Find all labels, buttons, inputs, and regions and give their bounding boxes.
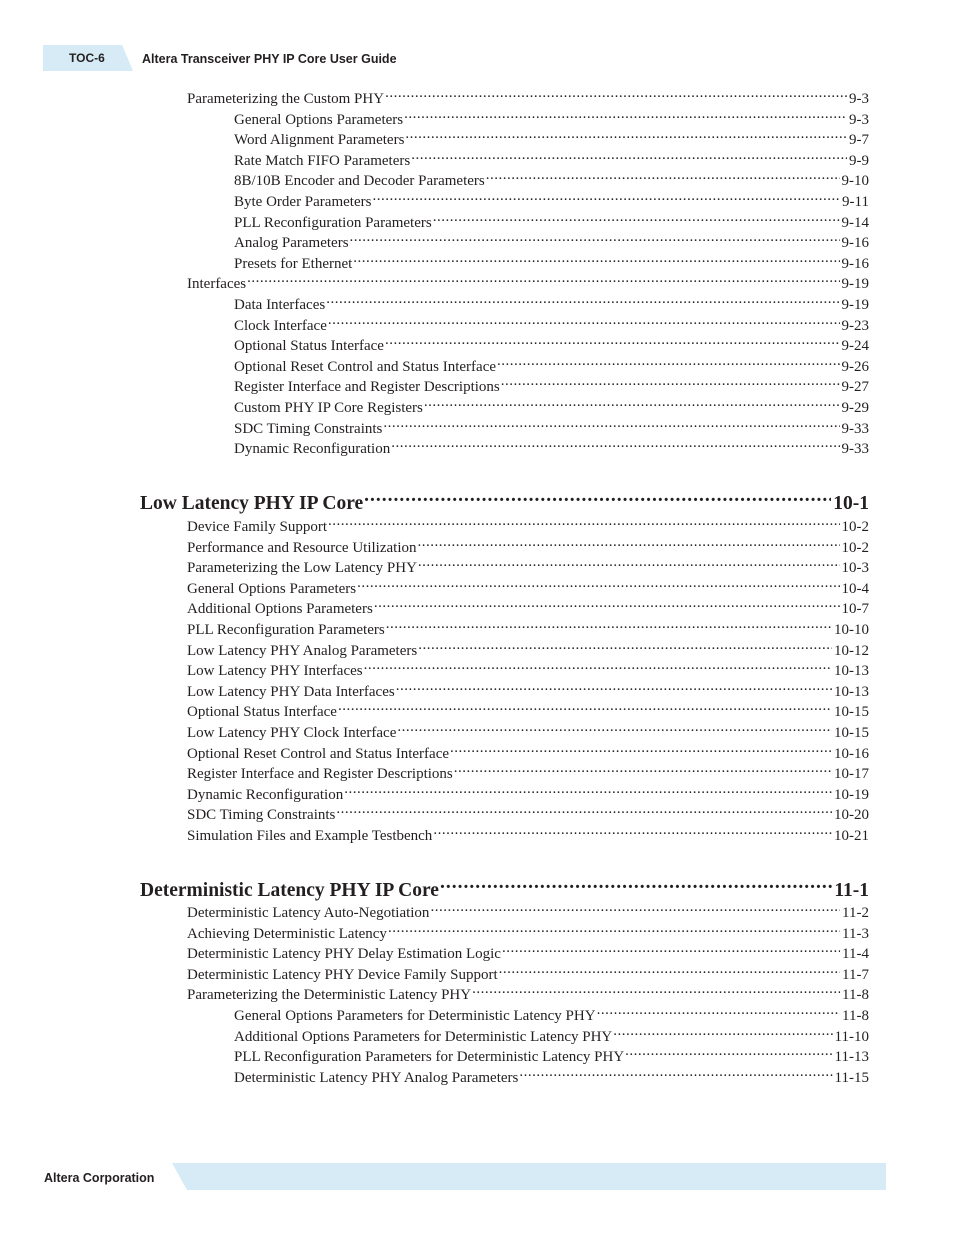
toc-entry-title: Low Latency PHY Clock Interface — [187, 725, 397, 741]
toc-entry-title: Low Latency PHY Interfaces — [187, 663, 363, 680]
toc-leader-dots — [432, 207, 840, 227]
toc-leader-dots — [384, 83, 847, 103]
toc-page-number: 10-10 — [834, 622, 869, 638]
toc-entry-title: Additional Options Parameters for Deterministic Latency PHY — [234, 1028, 613, 1045]
toc-page-number: 11-10 — [834, 1028, 869, 1045]
toc-page-number: 9-7 — [849, 132, 869, 149]
toc-leader-dots — [356, 573, 839, 593]
toc-entry[interactable] — [187, 593, 869, 618]
toc-entry[interactable] — [187, 979, 869, 1004]
toc-entry[interactable] — [187, 820, 869, 844]
toc-leader-dots — [384, 330, 840, 350]
toc-leader-dots — [624, 1041, 832, 1061]
toc-leader-dots — [327, 511, 840, 531]
toc-page-number: 10-17 — [834, 766, 869, 783]
footer-band — [172, 1163, 886, 1190]
toc-page-number: 9-16 — [841, 255, 869, 272]
toc-page-number: 10-16 — [834, 745, 869, 762]
toc-leader-dots — [349, 227, 840, 247]
toc-entry-title: Deterministic Latency PHY IP Core — [140, 880, 439, 901]
toc-leader-dots — [373, 593, 840, 613]
toc-entry-title: Achieving Deterministic Latency — [187, 925, 387, 942]
toc-entry[interactable] — [234, 207, 869, 231]
toc-entry-title: Analog Parameters — [234, 235, 349, 252]
toc-entry[interactable] — [187, 959, 869, 983]
toc-leader-dots — [453, 758, 832, 778]
toc-entry[interactable] — [234, 413, 869, 437]
toc-page-number: 9-27 — [841, 379, 869, 396]
toc-page-number: 10-7 — [841, 601, 869, 618]
toc-leader-dots — [363, 655, 832, 675]
toc-entry[interactable] — [234, 289, 869, 313]
toc-leader-dots — [395, 676, 832, 696]
toc-entry[interactable] — [187, 614, 869, 638]
toc-leader-dots — [343, 779, 832, 799]
page-tab-label: TOC-6 — [69, 51, 105, 65]
toc-page-number: 10-12 — [834, 642, 869, 659]
toc-entry-title: Parameterizing the Deterministic Latency PHY — [187, 987, 472, 1004]
toc-entry[interactable] — [187, 83, 869, 107]
toc-page-number: 9-29 — [841, 400, 869, 416]
toc-entry-title: Low Latency PHY Analog Parameters — [187, 642, 418, 659]
toc-page-number: 11-13 — [834, 1049, 869, 1066]
toc-page-number: 10-13 — [834, 663, 869, 680]
toc-entry-title: Optional Reset Control and Status Interface — [234, 358, 497, 375]
document-title: Altera Transceiver PHY IP Core User Guide — [142, 52, 397, 66]
toc-entry-title: Deterministic Latency Auto-Negotiation — [187, 905, 430, 921]
toc-entry-title: Parameterizing the Low Latency PHY — [187, 560, 417, 577]
toc-page-number: 11-1 — [834, 880, 869, 901]
toc-leader-dots — [417, 532, 840, 552]
toc-leader-dots — [417, 552, 840, 572]
toc-entry[interactable] — [234, 1041, 869, 1066]
toc-entry-title: Parameterizing the Custom PHY — [187, 91, 385, 107]
toc-leader-dots — [423, 392, 840, 412]
toc-entry-title: Performance and Resource Utilization — [187, 539, 417, 556]
toc-page-number: 9-24 — [841, 338, 869, 355]
toc-leader-dots — [417, 635, 832, 655]
toc-leader-dots — [596, 1000, 840, 1020]
toc-page-number: 10-1 — [833, 493, 869, 514]
toc-leader-dots — [498, 959, 840, 979]
toc-page-number: 9-11 — [842, 194, 869, 210]
toc-entry[interactable] — [187, 635, 869, 659]
toc-page-number: 10-21 — [834, 828, 869, 844]
toc-page-number: 10-19 — [834, 786, 869, 803]
toc-entry[interactable] — [234, 145, 869, 169]
toc-page-number: 11-7 — [842, 966, 869, 983]
toc-leader-dots — [246, 268, 839, 288]
toc-leader-dots — [363, 483, 831, 509]
toc-page-number: 11-8 — [842, 1008, 869, 1024]
toc-entry-title: Deterministic Latency PHY Device Family Support — [187, 966, 498, 983]
toc-leader-dots — [337, 696, 832, 716]
toc-leader-dots — [371, 186, 840, 206]
toc-page-number: 11-15 — [834, 1069, 869, 1086]
toc-entry-title: SDC Timing Constraints — [187, 807, 336, 824]
toc-entry[interactable] — [234, 1000, 869, 1024]
toc-leader-dots — [335, 799, 832, 819]
toc-entry[interactable] — [187, 268, 869, 293]
toc-entry[interactable] — [234, 248, 869, 272]
toc-leader-dots — [352, 248, 839, 268]
toc-entry-title: PLL Reconfiguration Parameters for Deterministic Latency PHY — [234, 1049, 625, 1066]
toc-page-number: 9-9 — [849, 152, 869, 169]
toc-entry[interactable] — [234, 124, 869, 149]
toc-page-number: 9-19 — [841, 297, 869, 313]
toc-entry-title: SDC Timing Constraints — [234, 420, 383, 437]
toc-entry-title: Additional Options Parameters — [187, 601, 373, 618]
toc-page-number: 10-15 — [834, 704, 869, 721]
toc-page-number: 11-4 — [842, 946, 869, 963]
toc-entry-title: Register Interface and Register Descriptions — [187, 766, 453, 783]
toc-entry[interactable] — [187, 897, 869, 921]
toc-entry-title: Optional Reset Control and Status Interface — [187, 745, 450, 762]
toc-entry[interactable] — [234, 227, 869, 252]
toc-leader-dots — [500, 371, 840, 391]
toc-entry[interactable] — [187, 779, 869, 803]
toc-entry[interactable] — [234, 104, 869, 128]
toc-leader-dots — [429, 897, 840, 917]
toc-page-number: 10-15 — [834, 725, 869, 741]
toc-leader-dots — [432, 820, 832, 840]
toc-entry-title: Register Interface and Register Descriptions — [234, 379, 500, 396]
toc-page-number: 10-2 — [841, 539, 869, 556]
toc-entry[interactable] — [187, 696, 869, 721]
toc-entry[interactable] — [187, 758, 869, 783]
toc-page-number: 11-2 — [842, 905, 869, 921]
toc-leader-dots — [496, 351, 839, 371]
toc-entry-title: Optional Status Interface — [187, 704, 337, 721]
toc-leader-dots — [612, 1021, 832, 1041]
toc-leader-dots — [518, 1062, 832, 1082]
toc-page-number: 9-16 — [841, 235, 869, 252]
toc-entry-title: Word Alignment Parameters — [234, 132, 405, 149]
toc-page-number: 9-23 — [841, 317, 869, 334]
toc-leader-dots — [396, 717, 832, 737]
toc-entry[interactable] — [187, 799, 869, 824]
toc-leader-dots — [439, 870, 832, 896]
toc-entry[interactable] — [187, 676, 869, 700]
toc-entry-title: 8B/10B Encoder and Decoder Parameters — [234, 173, 485, 190]
toc-page-number: 9-19 — [841, 276, 869, 293]
toc-entry[interactable] — [234, 351, 869, 375]
toc-entry[interactable] — [234, 330, 869, 355]
toc-page-number: 9-26 — [841, 358, 869, 375]
toc-page-number: 9-33 — [841, 420, 869, 437]
toc-entry[interactable] — [234, 1062, 869, 1086]
toc-page-number: 10-4 — [841, 580, 869, 597]
toc-entry-title: General Options Parameters — [234, 111, 404, 128]
toc-leader-dots — [387, 918, 840, 938]
toc-page-number: 11-8 — [842, 987, 869, 1004]
toc-chapter-entry[interactable] — [140, 483, 869, 514]
toc-entry[interactable] — [234, 186, 869, 210]
toc-page-number: 9-33 — [841, 441, 869, 458]
toc-entry-title: General Options Parameters for Deterministic Latency PHY — [234, 1008, 596, 1024]
toc-page-number: 9-14 — [841, 214, 869, 231]
toc-entry[interactable] — [187, 532, 869, 556]
toc-entry[interactable] — [234, 371, 869, 396]
toc-entry[interactable] — [234, 310, 869, 334]
toc-page-number: 10-3 — [841, 560, 869, 577]
toc-entry-title: Rate Match FIFO Parameters — [234, 152, 411, 169]
toc-page-number: 10-13 — [834, 683, 869, 700]
toc-entry-title: Clock Interface — [234, 317, 327, 334]
toc-entry-title: Low Latency PHY IP Core — [140, 493, 364, 514]
toc-leader-dots — [385, 614, 832, 634]
toc-entry-title: Interfaces — [187, 276, 247, 293]
toc-entry-title: Optional Status Interface — [234, 338, 384, 355]
toc-entry-title: Byte Order Parameters — [234, 194, 372, 210]
toc-leader-dots — [449, 738, 832, 758]
toc-entry-title: Deterministic Latency PHY Delay Estimation Logic — [187, 946, 501, 963]
toc-entry-title: Low Latency PHY Data Interfaces — [187, 683, 395, 700]
toc-page-number: 10-20 — [834, 807, 869, 824]
toc-page-number: 11-3 — [842, 925, 869, 942]
toc-entry[interactable] — [187, 918, 869, 942]
toc-entry[interactable] — [187, 573, 869, 597]
toc-leader-dots — [471, 979, 840, 999]
toc-entry[interactable] — [234, 392, 869, 416]
toc-entry-title: Simulation Files and Example Testbench — [187, 828, 433, 844]
toc-entry-title: Deterministic Latency PHY Analog Parameters — [234, 1069, 519, 1086]
toc-entry-title: Data Interfaces — [234, 297, 326, 313]
toc-leader-dots — [327, 310, 840, 330]
toc-entry-title: Dynamic Reconfiguration — [187, 786, 344, 803]
toc-leader-dots — [485, 165, 840, 185]
toc-entry[interactable] — [187, 738, 869, 762]
toc-leader-dots — [501, 938, 840, 958]
toc-entry-title: PLL Reconfiguration Parameters — [187, 622, 385, 638]
toc-entry[interactable] — [187, 717, 869, 741]
toc-entry-title: Dynamic Reconfiguration — [234, 441, 391, 458]
toc-entry-title: Custom PHY IP Core Registers — [234, 400, 423, 416]
toc-page-number: 9-10 — [841, 173, 869, 190]
toc-leader-dots — [403, 104, 847, 124]
toc-entry-title: Presets for Ethernet — [234, 255, 353, 272]
toc-entry[interactable] — [187, 552, 869, 577]
toc-page-number: 9-3 — [849, 111, 869, 128]
toc-entry[interactable] — [234, 433, 869, 458]
toc-leader-dots — [390, 433, 839, 453]
toc-entry[interactable] — [187, 655, 869, 680]
toc-page-number: 9-3 — [849, 91, 869, 107]
toc-entry-title: PLL Reconfiguration Parameters — [234, 214, 432, 231]
toc-leader-dots — [404, 124, 847, 144]
toc-entry[interactable] — [234, 1021, 869, 1045]
toc-leader-dots — [410, 145, 847, 165]
toc-entry-title: General Options Parameters — [187, 580, 357, 597]
toc-entry[interactable] — [187, 938, 869, 963]
toc-leader-dots — [382, 413, 839, 433]
toc-entry[interactable] — [187, 511, 869, 535]
toc-chapter-entry[interactable] — [140, 870, 869, 901]
toc-leader-dots — [325, 289, 839, 309]
footer-company: Altera Corporation — [44, 1171, 155, 1185]
toc-page-number: 10-2 — [841, 519, 869, 535]
toc-entry-title: Device Family Support — [187, 519, 327, 535]
toc-entry[interactable] — [234, 165, 869, 190]
